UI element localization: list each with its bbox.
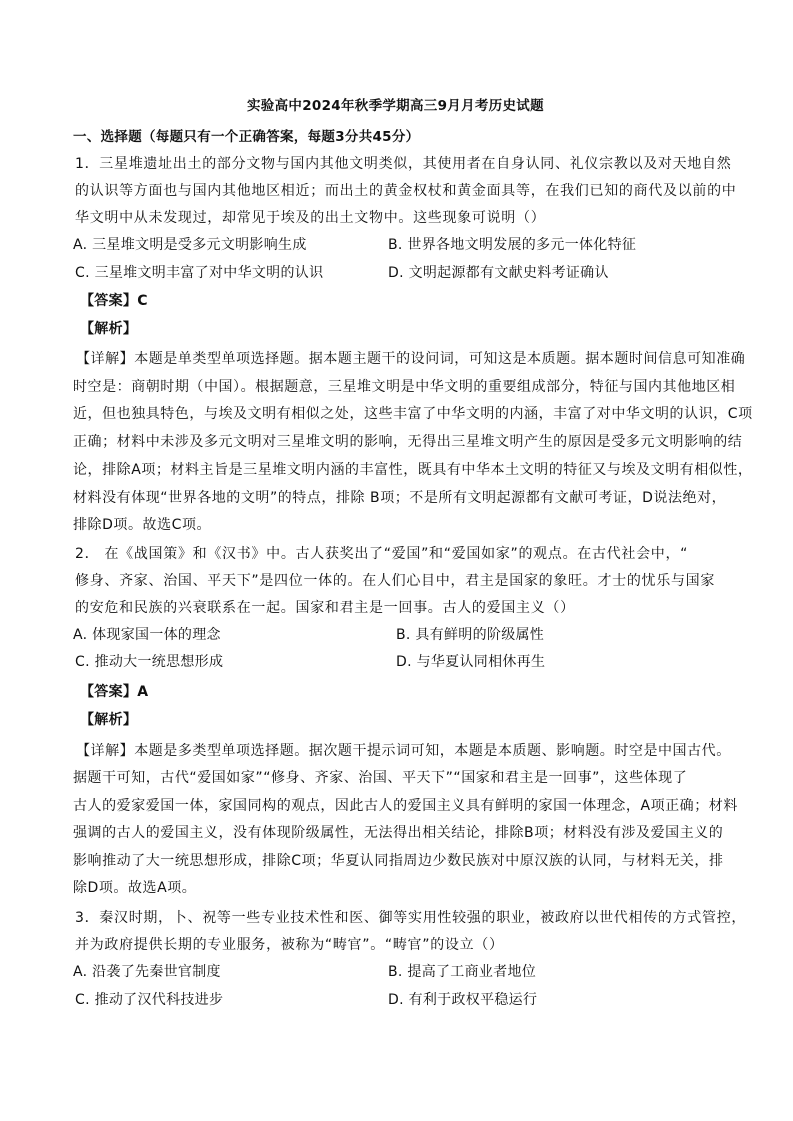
detail-line: 排除D项。故选C项。 <box>73 517 212 533</box>
question-stem-line: 2． 在《战国策》和《汉书》中。古人获奖出了“爱国”和“爱国如家”的观点。在古代社会中，“ <box>75 546 689 562</box>
question-stem-line: 的安危和民族的兴衰联系在一起。国家和君主是一回事。古人的爱国主义（） <box>75 600 575 616</box>
analysis-label: 【解析】 <box>80 712 138 728</box>
detail-line: 【详解】本题是多类型单项选择题。据次题干提示词可知，本题是本质题、影响题。时空是中国古代。 <box>76 743 731 759</box>
question-stem-line: 1．三星堆遗址出土的部分文物与国内其他文明类似，其使用者在自身认同、礼仪宗教以及对天地自然 <box>75 156 732 172</box>
option-a: A. 体现家国一体的理念 <box>73 627 221 643</box>
answer-label: 【答案】A <box>80 684 149 700</box>
exam-title: 实验高中2024年秋季学期高三9月月考历史试题 <box>247 98 544 114</box>
detail-line: 除D项。故选A项。 <box>73 880 197 896</box>
option-b: B. 提高了工商业者地位 <box>388 964 537 980</box>
option-d: D. 有利于政权平稳运行 <box>388 992 538 1008</box>
question-stem-line: 华文明中从未发现过，却常见于埃及的出土文物中。这些现象可说明（） <box>75 210 546 226</box>
question-stem-line: 修身、齐家、治国、平天下”是四位一体的。在人们心目中，君主是国家的象旺。才士的忧乐与国家 <box>75 573 716 589</box>
detail-line: 强调的古人的爱国主义，没有体现阶级属性，无法得出相关结论，排除B项；材料没有涉及爱国主义的 <box>73 825 724 841</box>
question-stem-line: 3．秦汉时期，卜、祝等一些专业技术性和医、御等实用性较强的职业，被政府以世代相传的方式管控， <box>75 910 747 926</box>
option-c: C. 推动了汉代科技进步 <box>75 992 224 1008</box>
option-b: B. 世界各地文明发展的多元一体化特征 <box>388 237 637 253</box>
option-d: D. 文明起源都有文献史料考证确认 <box>388 265 609 281</box>
question-stem-line: 并为政府提供长期的专业服务，被称为“畴官”。“畴官”的设立（） <box>75 937 504 953</box>
option-a: A. 三星堆文明是受多元文明影响生成 <box>73 237 307 253</box>
option-b: B. 具有鲜明的阶级属性 <box>396 627 545 643</box>
option-c: C. 三星堆文明丰富了对中华文明的认识 <box>75 265 324 281</box>
question-stem-line: 的认识等方面也与国内其他地区相近；而出土的黄金权杖和黄金面具等，在我们已知的商代及以前的中 <box>75 183 737 199</box>
section-heading: 一、选择题（每题只有一个正确答案，每题3分共45分） <box>73 129 420 145</box>
detail-line: 时空是：商朝时期（中国）。根据题意，三星堆文明是中华文明的重要组成部分，特征与国内其他地区相 <box>73 379 736 395</box>
option-d: D. 与华夏认同相休再生 <box>396 654 546 670</box>
answer-label: 【答案】C <box>80 293 148 309</box>
detail-line: 【详解】本题是单类型单项选择题。据本题主题干的设问词，可知这是本质题。据本题时间信息可知准确 <box>76 351 746 367</box>
detail-line: 论，排除A项；材料主旨是三星堆文明内涵的丰富性，既具有中华本土文明的特征又与埃及文明有相似性， <box>73 462 753 478</box>
detail-line: 正确；材料中未涉及多元文明对三星堆文明的影响，无得出三星堆文明产生的原因是受多元文明影响的结 <box>73 434 743 450</box>
option-c: C. 推动大一统思想形成 <box>75 654 224 670</box>
detail-line: 据题干可知，古代“爱国如家”“修身、齐家、治国、平天下”“国家和君主是一回事”，这些体现了 <box>73 770 688 786</box>
detail-line: 材料没有体现“世界各地的文明”的特点，排除 B项；不是所有文明起源都有文献可考证，D说法绝对， <box>73 490 727 506</box>
option-a: A. 沿袭了先秦世官制度 <box>73 964 221 980</box>
analysis-label: 【解析】 <box>80 321 138 337</box>
detail-line: 近，但也独具特色，与埃及文明有相似之处，这些丰富了中华文明的内涵，丰富了对中华文明的认识，C项 <box>73 406 753 422</box>
detail-line: 影响推动了大一统思想形成，排除C项；华夏认同指周边少数民族对中原汉族的认同，与材料无关，排 <box>73 853 724 869</box>
detail-line: 古人的爱家爱国一体，家国同构的观点，因此古人的爱国主义具有鲜明的家国一体理念，A项正确；材料 <box>73 798 738 814</box>
